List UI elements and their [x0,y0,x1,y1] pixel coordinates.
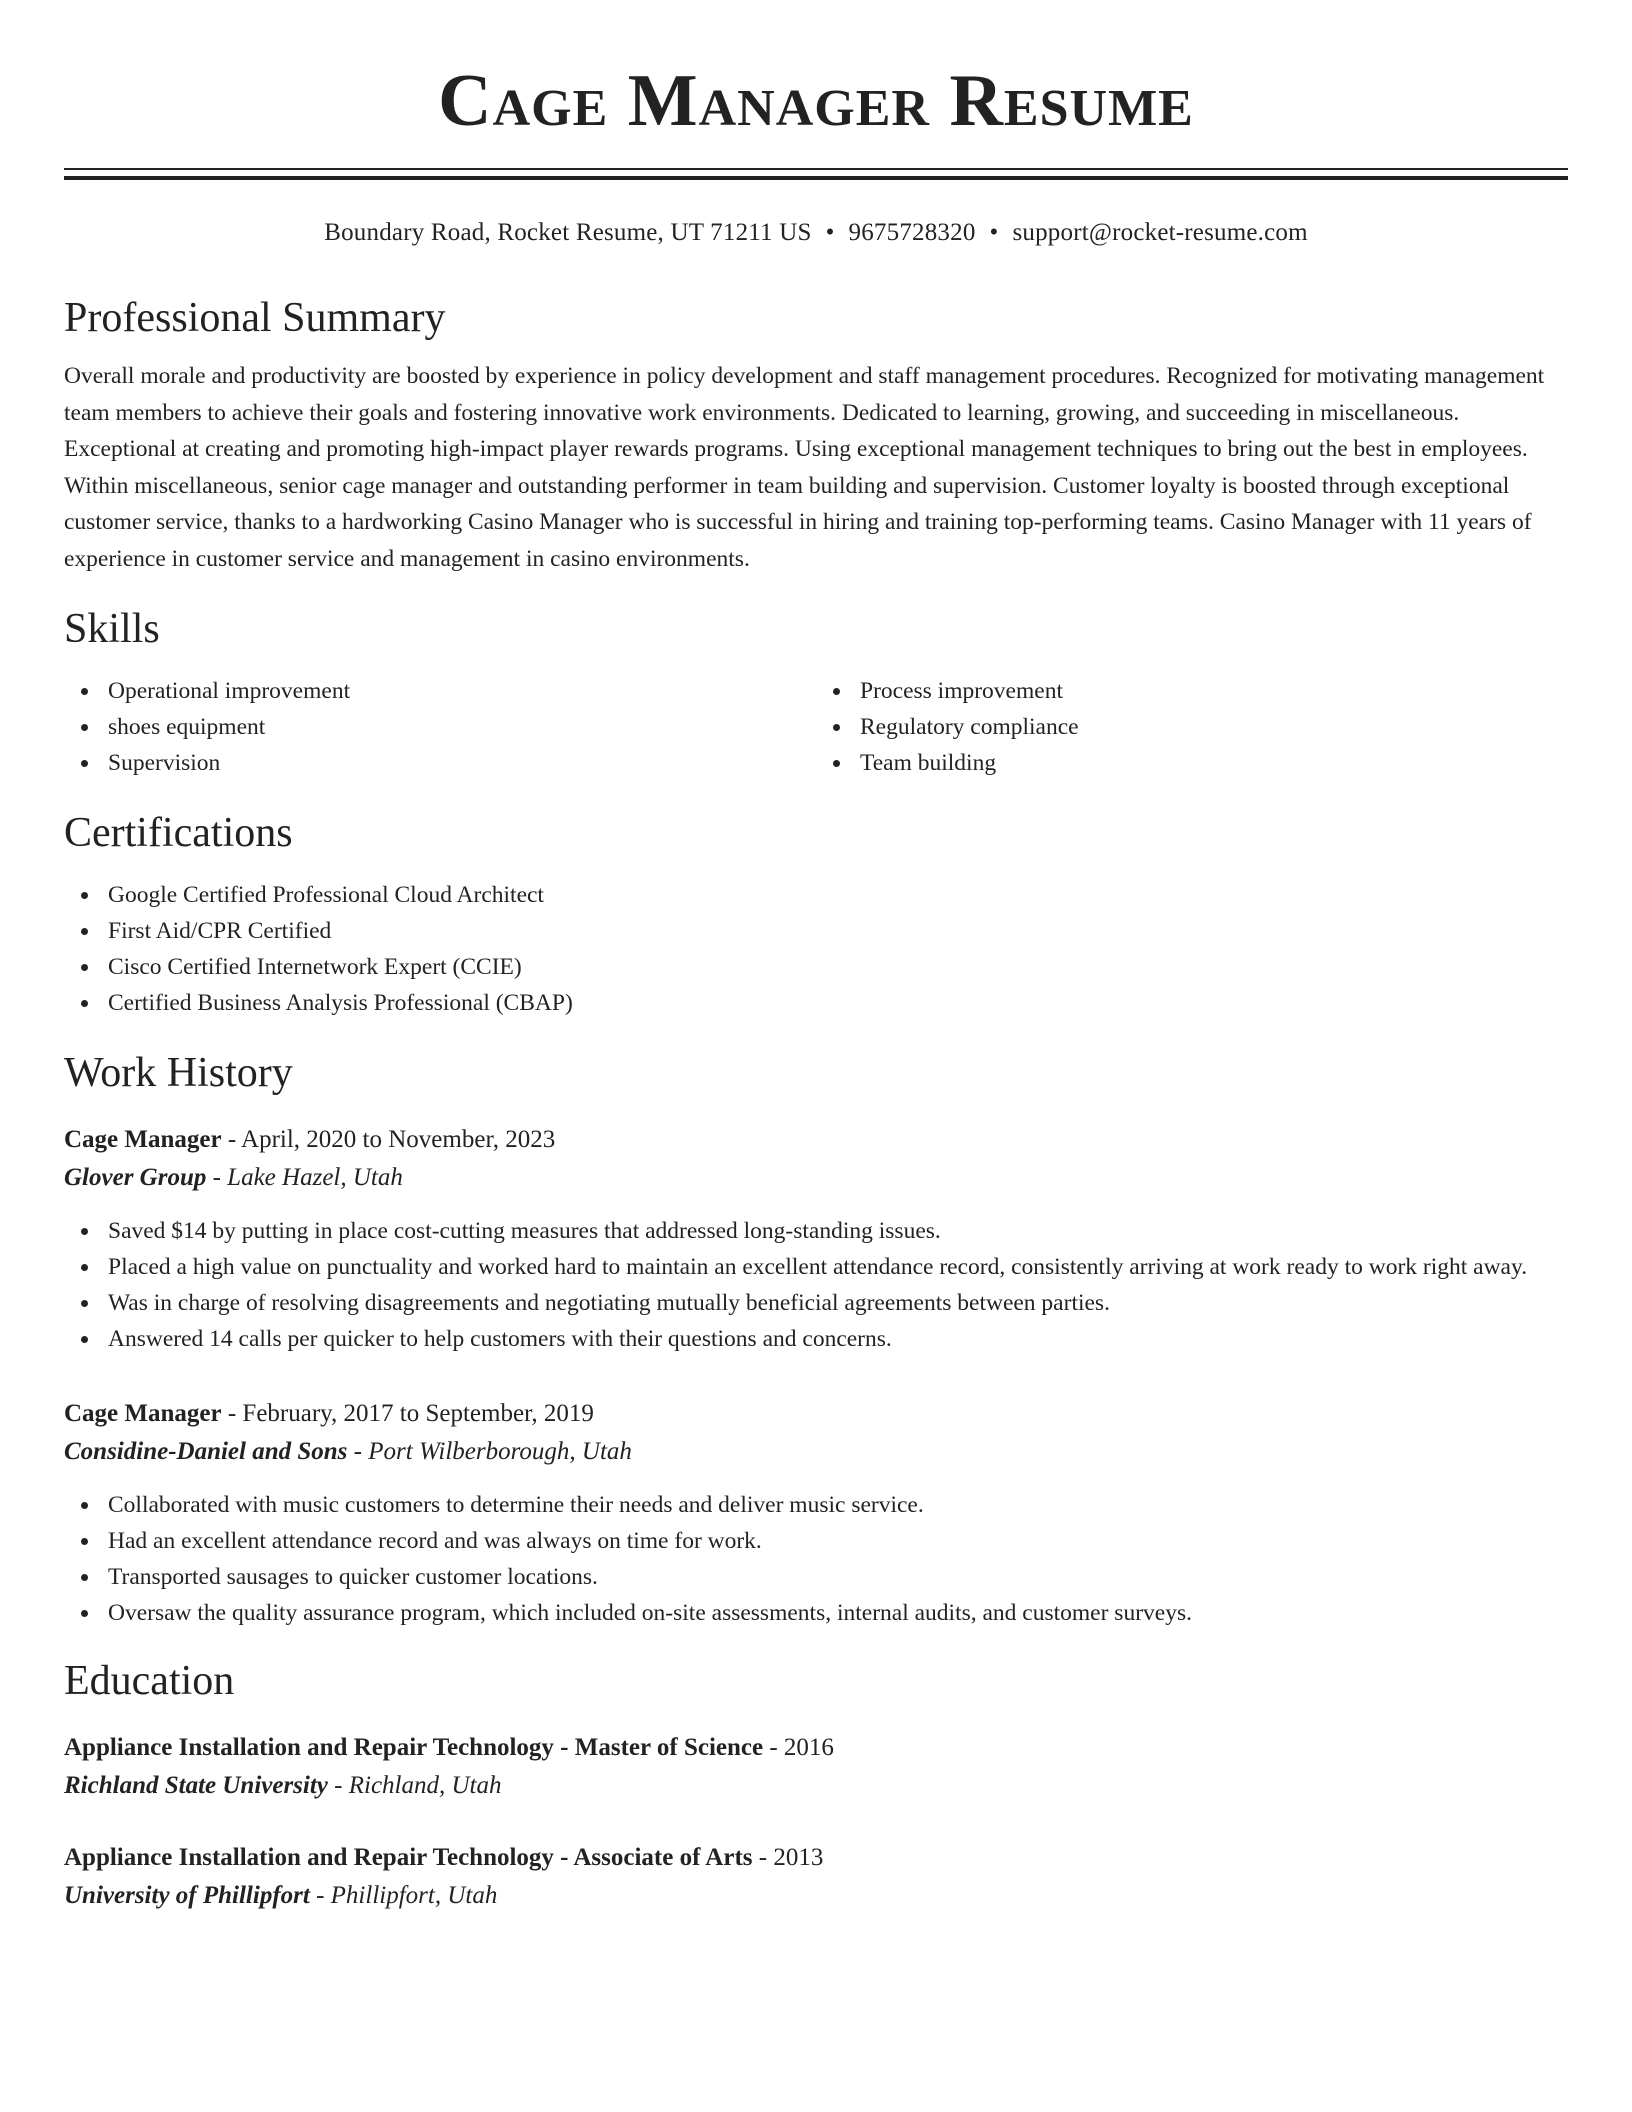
school-location: - Phillipfort, Utah [309,1882,498,1909]
contact-separator: • [825,219,835,246]
job-bullet: Transported sausages to quicker customer locations. [108,1559,1568,1595]
job-location: - Port Wilberborough, Utah [347,1438,632,1465]
page-title: Cage Manager Resume [438,60,1194,142]
education-entry [64,1729,1568,1805]
skill-item: shoes equipment [108,709,816,745]
job-entry [64,1121,1568,1357]
skill-item: Supervision [108,745,816,781]
job-title: Cage Manager [64,1400,222,1427]
skills-section [64,603,1568,781]
job-bullets [64,1487,1568,1631]
job-bullet: Was in charge of resolving disagreements and negotiating mutually beneficial agreements between parties. [108,1285,1568,1321]
professional-summary-section [64,292,1568,577]
contact-phone: 9675728320 [848,219,976,246]
graduation-year: - 2016 [763,1734,834,1761]
certification-item: Google Certified Professional Cloud Architect [108,877,1568,913]
summary-text: Overall morale and productivity are boosted by experience in policy development and staff management procedures. Recognized for motivating management team members to achieve their goals and fostering innovative work environments. Dedicated to learning, growing, and succeeding in miscellaneous. Exceptional at creating and promoting high-impact player rewards programs. Using exceptional management techniques to bring out the best in employees. Within miscellaneous, senior cage manager and outstanding performer in team building and supervision. Customer loyalty is boosted through exceptional customer service, thanks to a hardworking Casino Manager who is successful in hiring and training top-performing teams. Casino Manager with 11 years of experience in customer service and management in casino environments. [64,363,1545,572]
certification-item: First Aid/CPR Certified [108,913,1568,949]
job-company-line [64,1433,1568,1471]
degree-line [64,1729,1568,1767]
section-heading-education: Education [64,1658,235,1704]
skill-item: Regulatory compliance [860,709,1568,745]
certification-item: Certified Business Analysis Professional (CBAP) [108,985,1568,1021]
work-history-section [64,1047,1568,1631]
school-line [64,1767,1568,1805]
section-heading-summary: Professional Summary [64,295,446,341]
job-title-line [64,1395,1568,1433]
skill-item: Team building [860,745,1568,781]
certification-item: Cisco Certified Internetwork Expert (CCIE) [108,949,1568,985]
job-bullet: Answered 14 calls per quicker to help customers with their questions and concerns. [108,1321,1568,1357]
title-divider-thin [64,168,1568,170]
section-heading-certifications: Certifications [64,810,293,856]
job-bullet: Placed a high value on punctuality and worked hard to maintain an excellent attendance record, consistently arriving at work ready to work right away. [108,1249,1568,1285]
skills-list-left [64,673,816,781]
contact-separator: • [989,219,999,246]
job-company: Considine-Daniel and Sons [64,1438,348,1465]
job-title-line [64,1121,1568,1159]
degree-name: Appliance Installation and Repair Technology - Associate of Arts [64,1844,753,1871]
job-bullet: Oversaw the quality assurance program, which included on-site assessments, internal audits, and customer surveys. [108,1595,1568,1631]
skills-columns [64,673,1568,781]
contact-address: Boundary Road, Rocket Resume, UT 71211 US [324,219,812,246]
job-company-line [64,1159,1568,1197]
contact-line [64,216,1568,250]
school-location: - Richland, Utah [327,1772,502,1799]
job-bullet: Collaborated with music customers to determine their needs and deliver music service. [108,1487,1568,1523]
job-title: Cage Manager [64,1126,222,1153]
skill-item: Process improvement [860,673,1568,709]
degree-name: Appliance Installation and Repair Technology - Master of Science [64,1734,764,1761]
job-company: Glover Group [64,1164,207,1191]
resume-page [64,0,1568,1915]
job-entry [64,1395,1568,1631]
job-dates: - April, 2020 to November, 2023 [221,1126,556,1153]
skill-item: Operational improvement [108,673,816,709]
section-heading-skills: Skills [64,606,160,652]
school-name: Richland State University [64,1772,328,1799]
section-heading-work-history: Work History [64,1050,293,1096]
certifications-list [64,877,1568,1021]
job-bullet: Saved $14 by putting in place cost-cutting measures that addressed long-standing issues. [108,1213,1568,1249]
skills-list-right [816,673,1568,781]
contact-email: support@rocket-resume.com [1012,219,1308,246]
title-divider-thick [64,176,1568,180]
job-dates: - February, 2017 to September, 2019 [221,1400,594,1427]
degree-line [64,1839,1568,1877]
school-line [64,1877,1568,1915]
graduation-year: - 2013 [752,1844,824,1871]
job-location: - Lake Hazel, Utah [206,1164,403,1191]
school-name: University of Phillipfort [64,1882,310,1909]
job-bullet: Had an excellent attendance record and was always on time for work. [108,1523,1568,1559]
education-entry [64,1839,1568,1915]
education-section [64,1655,1568,1915]
job-bullets [64,1213,1568,1357]
certifications-section [64,807,1568,1021]
